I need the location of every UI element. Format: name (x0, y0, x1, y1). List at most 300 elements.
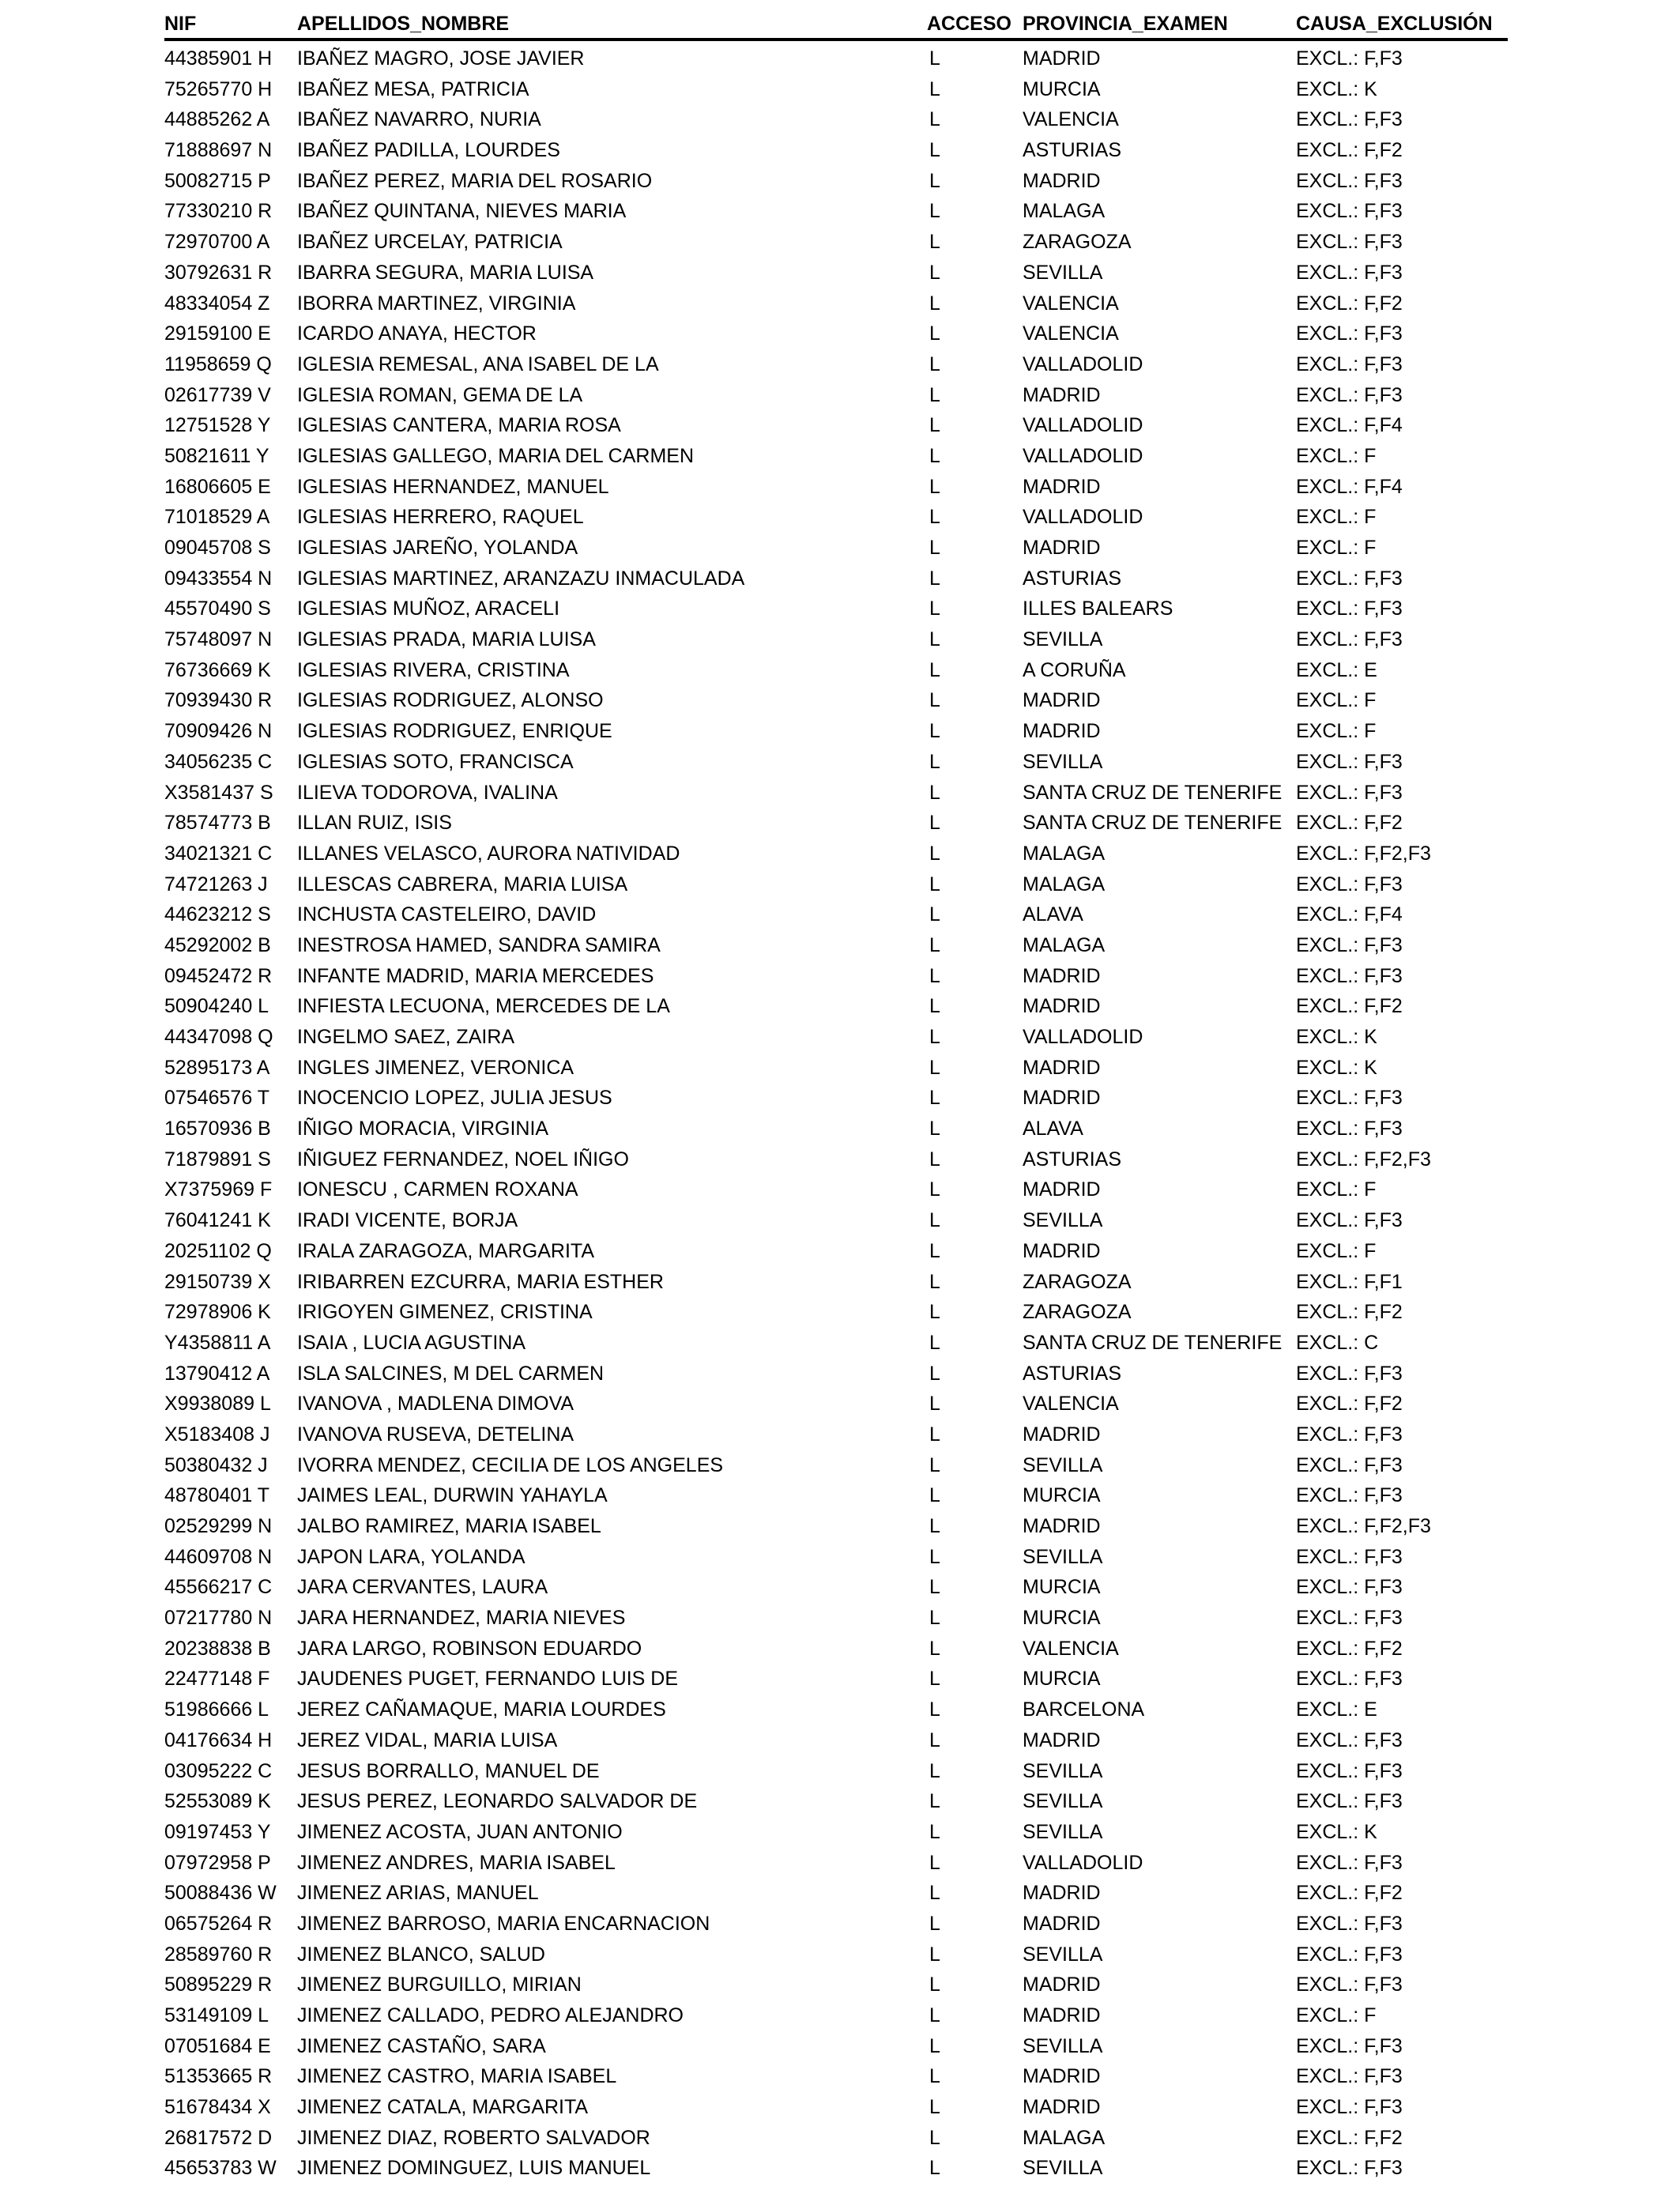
provincia-cell: ILLES BALEARS (1023, 598, 1173, 620)
table-row (0, 196, 1680, 227)
nif-cell: 44609708 N (164, 1545, 273, 1568)
acceso-cell: L (929, 1239, 940, 1262)
causa-exclusion-cell: EXCL.: F,F3 (1296, 1209, 1403, 1232)
apellidos-nombre-cell: IGLESIAS MUÑOZ, ARACELI (297, 598, 560, 620)
table-row (0, 1511, 1680, 1542)
table-row (0, 2123, 1680, 2154)
table-row (0, 1878, 1680, 1909)
table-row (0, 564, 1680, 594)
causa-exclusion-cell: EXCL.: F,F4 (1296, 903, 1403, 926)
apellidos-nombre-cell: IGLESIAS RODRIGUEZ, ALONSO (297, 689, 604, 712)
nif-cell: 48334054 Z (164, 292, 270, 315)
table-row (0, 258, 1680, 288)
provincia-cell: MADRID (1023, 1728, 1101, 1751)
acceso-cell: L (929, 1973, 940, 1996)
causa-exclusion-cell: EXCL.: F,F3 (1296, 2157, 1403, 2180)
apellidos-nombre-cell: IONESCU , CARMEN ROXANA (297, 1178, 578, 1201)
acceso-cell: L (929, 567, 940, 590)
apellidos-nombre-cell: IGLESIAS SOTO, FRANCISCA (297, 750, 574, 773)
apellidos-nombre-cell: ILLESCAS CABRERA, MARIA LUISA (297, 873, 628, 895)
provincia-cell: MURCIA (1023, 1484, 1101, 1507)
table-row (0, 1480, 1680, 1511)
table-row (0, 166, 1680, 197)
provincia-cell: BARCELONA (1023, 1698, 1145, 1721)
causa-exclusion-cell: EXCL.: F,F3 (1296, 750, 1403, 773)
apellidos-nombre-cell: IGLESIAS HERNANDEZ, MANUEL (297, 475, 609, 498)
causa-exclusion-cell: EXCL.: F,F3 (1296, 200, 1403, 223)
acceso-cell: L (929, 292, 940, 315)
acceso-cell: L (929, 1790, 940, 1813)
acceso-cell: L (929, 1178, 940, 1201)
acceso-cell: L (929, 964, 940, 987)
table-row (0, 839, 1680, 869)
acceso-cell: L (929, 200, 940, 223)
causa-exclusion-cell: EXCL.: F,F3 (1296, 231, 1403, 254)
causa-exclusion-cell: EXCL.: F,F3 (1296, 1943, 1403, 1966)
table-row (0, 961, 1680, 992)
nif-cell: 77330210 R (164, 200, 273, 223)
table-row (0, 441, 1680, 472)
provincia-cell: SEVILLA (1023, 1759, 1103, 1782)
apellidos-nombre-cell: JARA HERNANDEZ, MARIA NIEVES (297, 1607, 626, 1630)
table-row (0, 1267, 1680, 1298)
acceso-cell: L (929, 1056, 940, 1079)
causa-exclusion-cell: EXCL.: F,F2 (1296, 2126, 1403, 2149)
table-row (0, 135, 1680, 166)
acceso-cell: L (929, 750, 940, 773)
nif-cell: 78574773 B (164, 812, 271, 835)
nif-cell: 07217780 N (164, 1607, 273, 1630)
apellidos-nombre-cell: IGLESIAS JAREÑO, YOLANDA (297, 537, 578, 559)
apellidos-nombre-cell: JALBO RAMIREZ, MARIA ISABEL (297, 1515, 601, 1537)
apellidos-nombre-cell: JIMENEZ DOMINGUEZ, LUIS MANUEL (297, 2157, 651, 2180)
acceso-cell: L (929, 1270, 940, 1293)
provincia-cell: MADRID (1023, 689, 1101, 712)
provincia-cell: VALENCIA (1023, 322, 1119, 345)
nif-cell: 71018529 A (164, 506, 270, 529)
nif-cell: 75748097 N (164, 628, 273, 651)
provincia-cell: VALENCIA (1023, 1637, 1119, 1660)
nif-cell: 50082715 P (164, 169, 271, 192)
provincia-cell: SEVILLA (1023, 1453, 1103, 1476)
provincia-cell: MALAGA (1023, 933, 1106, 956)
causa-exclusion-cell: EXCL.: F,F2 (1296, 292, 1403, 315)
provincia-cell: ZARAGOZA (1023, 1301, 1132, 1324)
nif-cell: 09045708 S (164, 537, 271, 559)
nif-cell: 45292002 B (164, 933, 271, 956)
apellidos-nombre-cell: IGLESIAS MARTINEZ, ARANZAZU INMACULADA (297, 567, 745, 590)
provincia-cell: ASTURIAS (1023, 1148, 1122, 1171)
nif-cell: 30792631 R (164, 261, 273, 284)
provincia-cell: MADRID (1023, 720, 1101, 743)
apellidos-nombre-cell: JIMENEZ ACOSTA, JUAN ANTONIO (297, 1820, 623, 1843)
causa-exclusion-cell: EXCL.: F,F3 (1296, 964, 1403, 987)
provincia-cell: MURCIA (1023, 77, 1101, 100)
causa-exclusion-cell: EXCL.: F,F3 (1296, 1790, 1403, 1813)
nif-cell: 44885262 A (164, 108, 270, 131)
nif-cell: 02617739 V (164, 383, 271, 406)
acceso-cell: L (929, 1026, 940, 1048)
causa-exclusion-cell: EXCL.: F (1296, 689, 1377, 712)
nif-cell: 02529299 N (164, 1515, 273, 1537)
header-nif: NIF (164, 13, 197, 35)
provincia-cell: SANTA CRUZ DE TENERIFE (1023, 812, 1283, 835)
apellidos-nombre-cell: INESTROSA HAMED, SANDRA SAMIRA (297, 933, 661, 956)
provincia-cell: MADRID (1023, 1239, 1101, 1262)
nif-cell: 16570936 B (164, 1118, 271, 1140)
provincia-cell: VALLADOLID (1023, 414, 1143, 437)
provincia-cell: MADRID (1023, 995, 1101, 1018)
apellidos-nombre-cell: IGLESIAS GALLEGO, MARIA DEL CARMEN (297, 444, 695, 467)
table-row (0, 1725, 1680, 1756)
apellidos-nombre-cell: ISAIA , LUCIA AGUSTINA (297, 1331, 525, 1354)
table-row (0, 380, 1680, 411)
apellidos-nombre-cell: INFANTE MADRID, MARIA MERCEDES (297, 964, 654, 987)
provincia-cell: MADRID (1023, 2096, 1101, 2119)
causa-exclusion-cell: EXCL.: F,F2 (1296, 1393, 1403, 1416)
provincia-cell: ASTURIAS (1023, 139, 1122, 162)
acceso-cell: L (929, 842, 940, 865)
causa-exclusion-cell: EXCL.: F,F3 (1296, 1545, 1403, 1568)
table-row (0, 991, 1680, 1022)
apellidos-nombre-cell: INGELMO SAEZ, ZAIRA (297, 1026, 515, 1048)
acceso-cell: L (929, 1698, 940, 1721)
table-row (0, 1695, 1680, 1725)
acceso-cell: L (929, 1637, 940, 1660)
provincia-cell: MADRID (1023, 47, 1101, 70)
apellidos-nombre-cell: IBORRA MARTINEZ, VIRGINIA (297, 292, 576, 315)
causa-exclusion-cell: EXCL.: F,F3 (1296, 383, 1403, 406)
acceso-cell: L (929, 383, 940, 406)
nif-cell: 13790412 A (164, 1362, 270, 1385)
nif-cell: 44385901 H (164, 47, 273, 70)
apellidos-nombre-cell: ILLANES VELASCO, AURORA NATIVIDAD (297, 842, 680, 865)
table-row (0, 655, 1680, 686)
table-body (0, 43, 1680, 2184)
nif-cell: 04176634 H (164, 1728, 273, 1751)
provincia-cell: MADRID (1023, 169, 1101, 192)
acceso-cell: L (929, 231, 940, 254)
acceso-cell: L (929, 77, 940, 100)
acceso-cell: L (929, 933, 940, 956)
nif-cell: 76041241 K (164, 1209, 271, 1232)
apellidos-nombre-cell: JIMENEZ CALLADO, PEDRO ALEJANDRO (297, 2004, 684, 2026)
nif-cell: X5183408 J (164, 1423, 270, 1446)
nif-cell: 45653783 W (164, 2157, 277, 2180)
provincia-cell: MADRID (1023, 475, 1101, 498)
causa-exclusion-cell: EXCL.: F,F3 (1296, 1453, 1403, 1476)
provincia-cell: MADRID (1023, 1056, 1101, 1079)
nif-cell: 45570490 S (164, 598, 271, 620)
table-row (0, 716, 1680, 747)
apellidos-nombre-cell: IBAÑEZ QUINTANA, NIEVES MARIA (297, 200, 627, 223)
table-row (0, 747, 1680, 778)
acceso-cell: L (929, 2065, 940, 2088)
nif-cell: 72978906 K (164, 1301, 271, 1324)
table-row (0, 2000, 1680, 2031)
table-row (0, 288, 1680, 319)
provincia-cell: MALAGA (1023, 2126, 1106, 2149)
provincia-cell: MADRID (1023, 1973, 1101, 1996)
header-causa-exclusion: CAUSA_EXCLUSIÓN (1296, 13, 1493, 35)
apellidos-nombre-cell: ICARDO ANAYA, HECTOR (297, 322, 537, 345)
provincia-cell: VALENCIA (1023, 108, 1119, 131)
acceso-cell: L (929, 1362, 940, 1385)
provincia-cell: MALAGA (1023, 873, 1106, 895)
provincia-cell: MALAGA (1023, 200, 1106, 223)
apellidos-nombre-cell: IGLESIA ROMAN, GEMA DE LA (297, 383, 583, 406)
provincia-cell: VALENCIA (1023, 292, 1119, 315)
apellidos-nombre-cell: JAPON LARA, YOLANDA (297, 1545, 525, 1568)
apellidos-nombre-cell: JIMENEZ ARIAS, MANUEL (297, 1882, 539, 1905)
nif-cell: 20238838 B (164, 1637, 271, 1660)
causa-exclusion-cell: EXCL.: F (1296, 537, 1377, 559)
provincia-cell: VALLADOLID (1023, 352, 1143, 375)
apellidos-nombre-cell: IGLESIAS CANTERA, MARIA ROSA (297, 414, 621, 437)
acceso-cell: L (929, 1209, 940, 1232)
nif-cell: 44347098 Q (164, 1026, 273, 1048)
causa-exclusion-cell: EXCL.: F,F2,F3 (1296, 1148, 1431, 1171)
provincia-cell: MADRID (1023, 1882, 1101, 1905)
provincia-cell: MADRID (1023, 1912, 1101, 1935)
provincia-cell: SEVILLA (1023, 1545, 1103, 1568)
causa-exclusion-cell: EXCL.: F (1296, 2004, 1377, 2026)
apellidos-nombre-cell: INCHUSTA CASTELEIRO, DAVID (297, 903, 597, 926)
provincia-cell: VALLADOLID (1023, 506, 1143, 529)
nif-cell: 50821611 Y (164, 444, 269, 467)
causa-exclusion-cell: EXCL.: E (1296, 658, 1377, 681)
apellidos-nombre-cell: IGLESIA REMESAL, ANA ISABEL DE LA (297, 352, 659, 375)
table-header (164, 9, 1508, 41)
causa-exclusion-cell: EXCL.: F,F4 (1296, 414, 1403, 437)
provincia-cell: SEVILLA (1023, 1820, 1103, 1843)
apellidos-nombre-cell: IBARRA SEGURA, MARIA LUISA (297, 261, 594, 284)
acceso-cell: L (929, 2004, 940, 2026)
provincia-cell: SEVILLA (1023, 628, 1103, 651)
acceso-cell: L (929, 1148, 940, 1171)
causa-exclusion-cell: EXCL.: F,F3 (1296, 352, 1403, 375)
provincia-cell: SEVILLA (1023, 261, 1103, 284)
causa-exclusion-cell: EXCL.: F,F2,F3 (1296, 842, 1431, 865)
acceso-cell: L (929, 1668, 940, 1691)
table-row (0, 1053, 1680, 1084)
acceso-cell: L (929, 139, 940, 162)
table-row (0, 1940, 1680, 1970)
apellidos-nombre-cell: IBAÑEZ MAGRO, JOSE JAVIER (297, 47, 585, 70)
table-row (0, 1970, 1680, 2000)
acceso-cell: L (929, 1423, 940, 1446)
table-row (0, 1359, 1680, 1389)
apellidos-nombre-cell: IBAÑEZ MESA, PATRICIA (297, 77, 529, 100)
table-row (0, 502, 1680, 533)
causa-exclusion-cell: EXCL.: F (1296, 506, 1377, 529)
apellidos-nombre-cell: IBAÑEZ PADILLA, LOURDES (297, 139, 560, 162)
apellidos-nombre-cell: JAIMES LEAL, DURWIN YAHAYLA (297, 1484, 608, 1507)
nif-cell: 03095222 C (164, 1759, 273, 1782)
header-apellidos-nombre: APELLIDOS_NOMBRE (297, 13, 510, 35)
provincia-cell: VALLADOLID (1023, 1026, 1143, 1048)
header-provincia-examen: PROVINCIA_EXAMEN (1023, 13, 1228, 35)
table-row (0, 2153, 1680, 2184)
acceso-cell: L (929, 1515, 940, 1537)
apellidos-nombre-cell: JESUS PEREZ, LEONARDO SALVADOR DE (297, 1790, 698, 1813)
causa-exclusion-cell: EXCL.: K (1296, 77, 1377, 100)
apellidos-nombre-cell: JIMENEZ BARROSO, MARIA ENCARNACION (297, 1912, 710, 1935)
table-row (0, 1909, 1680, 1940)
apellidos-nombre-cell: JESUS BORRALLO, MANUEL DE (297, 1759, 600, 1782)
apellidos-nombre-cell: IÑIGUEZ FERNANDEZ, NOEL IÑIGO (297, 1148, 629, 1171)
provincia-cell: MADRID (1023, 1087, 1101, 1110)
provincia-cell: ZARAGOZA (1023, 1270, 1132, 1293)
acceso-cell: L (929, 1576, 940, 1599)
nif-cell: 11958659 Q (164, 352, 272, 375)
provincia-cell: MADRID (1023, 1178, 1101, 1201)
causa-exclusion-cell: EXCL.: F,F3 (1296, 1912, 1403, 1935)
causa-exclusion-cell: EXCL.: K (1296, 1026, 1377, 1048)
nif-cell: 52895173 A (164, 1056, 270, 1079)
nif-cell: 26817572 D (164, 2126, 273, 2149)
causa-exclusion-cell: EXCL.: K (1296, 1820, 1377, 1843)
apellidos-nombre-cell: ISLA SALCINES, M DEL CARMEN (297, 1362, 605, 1385)
apellidos-nombre-cell: JIMENEZ CASTAÑO, SARA (297, 2034, 546, 2057)
causa-exclusion-cell: EXCL.: F,F3 (1296, 47, 1403, 70)
table-row (0, 1114, 1680, 1144)
acceso-cell: L (929, 506, 940, 529)
nif-cell: 51678434 X (164, 2096, 271, 2119)
apellidos-nombre-cell: IGLESIAS RIVERA, CRISTINA (297, 658, 570, 681)
nif-cell: 09433554 N (164, 567, 273, 590)
acceso-cell: L (929, 1545, 940, 1568)
table-row (0, 319, 1680, 349)
causa-exclusion-cell: EXCL.: F,F3 (1296, 873, 1403, 895)
causa-exclusion-cell: EXCL.: F,F2 (1296, 812, 1403, 835)
causa-exclusion-cell: EXCL.: F,F3 (1296, 933, 1403, 956)
provincia-cell: MALAGA (1023, 842, 1106, 865)
table-row (0, 2092, 1680, 2123)
nif-cell: 09452472 R (164, 964, 273, 987)
table-row (0, 1297, 1680, 1328)
causa-exclusion-cell: EXCL.: F (1296, 444, 1377, 467)
nif-cell: 71879891 S (164, 1148, 271, 1171)
header-acceso: ACCESO (927, 13, 1011, 35)
causa-exclusion-cell: EXCL.: F,F3 (1296, 598, 1403, 620)
provincia-cell: VALLADOLID (1023, 444, 1143, 467)
acceso-cell: L (929, 658, 940, 681)
table-row (0, 1664, 1680, 1695)
acceso-cell: L (929, 1453, 940, 1476)
nif-cell: 50380432 J (164, 1453, 268, 1476)
nif-cell: 50904240 L (164, 995, 269, 1018)
table-row (0, 1603, 1680, 1634)
causa-exclusion-cell: EXCL.: F,F3 (1296, 2034, 1403, 2057)
causa-exclusion-cell: EXCL.: F,F2 (1296, 1882, 1403, 1905)
table-row (0, 74, 1680, 105)
table-row (0, 43, 1680, 74)
nif-cell: 07051684 E (164, 2034, 271, 2057)
nif-cell: 50088436 W (164, 1882, 277, 1905)
apellidos-nombre-cell: JIMENEZ ANDRES, MARIA ISABEL (297, 1851, 616, 1874)
provincia-cell: VALENCIA (1023, 1393, 1119, 1416)
provincia-cell: ASTURIAS (1023, 1362, 1122, 1385)
acceso-cell: L (929, 1484, 940, 1507)
apellidos-nombre-cell: INFIESTA LECUONA, MERCEDES DE LA (297, 995, 670, 1018)
apellidos-nombre-cell: IRADI VICENTE, BORJA (297, 1209, 518, 1232)
apellidos-nombre-cell: IRALA ZARAGOZA, MARGARITA (297, 1239, 594, 1262)
nif-cell: 50895229 R (164, 1973, 273, 1996)
nif-cell: 71888697 N (164, 139, 273, 162)
provincia-cell: SANTA CRUZ DE TENERIFE (1023, 1331, 1283, 1354)
apellidos-nombre-cell: ILIEVA TODOROVA, IVALINA (297, 781, 558, 804)
acceso-cell: L (929, 1393, 940, 1416)
table-row (0, 685, 1680, 716)
acceso-cell: L (929, 47, 940, 70)
table-row (0, 410, 1680, 441)
acceso-cell: L (929, 169, 940, 192)
provincia-cell: ALAVA (1023, 1118, 1083, 1140)
table-row (0, 1022, 1680, 1053)
table-row (0, 472, 1680, 503)
apellidos-nombre-cell: IBAÑEZ URCELAY, PATRICIA (297, 231, 563, 254)
table-row (0, 1236, 1680, 1267)
acceso-cell: L (929, 2126, 940, 2149)
provincia-cell: MURCIA (1023, 1576, 1101, 1599)
causa-exclusion-cell: EXCL.: F,F2 (1296, 995, 1403, 1018)
nif-cell: X3581437 S (164, 781, 273, 804)
causa-exclusion-cell: EXCL.: F (1296, 1239, 1377, 1262)
causa-exclusion-cell: EXCL.: C (1296, 1331, 1379, 1354)
nif-cell: 76736669 K (164, 658, 271, 681)
apellidos-nombre-cell: ILLAN RUIZ, ISIS (297, 812, 452, 835)
apellidos-nombre-cell: INGLES JIMENEZ, VERONICA (297, 1056, 574, 1079)
causa-exclusion-cell: EXCL.: F,F3 (1296, 567, 1403, 590)
acceso-cell: L (929, 598, 940, 620)
apellidos-nombre-cell: JIMENEZ CATALA, MARGARITA (297, 2096, 589, 2119)
causa-exclusion-cell: EXCL.: F,F3 (1296, 1423, 1403, 1446)
acceso-cell: L (929, 689, 940, 712)
nif-cell: 06575264 R (164, 1912, 273, 1935)
nif-cell: 12751528 Y (164, 414, 271, 437)
apellidos-nombre-cell: JARA LARGO, ROBINSON EDUARDO (297, 1637, 642, 1660)
acceso-cell: L (929, 475, 940, 498)
acceso-cell: L (929, 414, 940, 437)
causa-exclusion-cell: EXCL.: F,F3 (1296, 261, 1403, 284)
table-row (0, 1786, 1680, 1817)
apellidos-nombre-cell: IGLESIAS RODRIGUEZ, ENRIQUE (297, 720, 612, 743)
provincia-cell: MADRID (1023, 2004, 1101, 2026)
provincia-cell: MADRID (1023, 1423, 1101, 1446)
causa-exclusion-cell: EXCL.: F,F4 (1296, 475, 1403, 498)
causa-exclusion-cell: EXCL.: F,F3 (1296, 169, 1403, 192)
provincia-cell: SEVILLA (1023, 1209, 1103, 1232)
causa-exclusion-cell: EXCL.: F (1296, 1178, 1377, 1201)
acceso-cell: L (929, 1607, 940, 1630)
nif-cell: 51986666 L (164, 1698, 269, 1721)
acceso-cell: L (929, 1759, 940, 1782)
table-row (0, 2061, 1680, 2092)
causa-exclusion-cell: EXCL.: F,F3 (1296, 1362, 1403, 1385)
causa-exclusion-cell: EXCL.: F,F3 (1296, 1851, 1403, 1874)
causa-exclusion-cell: EXCL.: F,F3 (1296, 1668, 1403, 1691)
acceso-cell: L (929, 995, 940, 1018)
provincia-cell: SEVILLA (1023, 1790, 1103, 1813)
causa-exclusion-cell: EXCL.: K (1296, 1056, 1377, 1079)
acceso-cell: L (929, 1851, 940, 1874)
acceso-cell: L (929, 873, 940, 895)
provincia-cell: ASTURIAS (1023, 567, 1122, 590)
apellidos-nombre-cell: JIMENEZ CASTRO, MARIA ISABEL (297, 2065, 617, 2088)
acceso-cell: L (929, 1118, 940, 1140)
acceso-cell: L (929, 1728, 940, 1751)
